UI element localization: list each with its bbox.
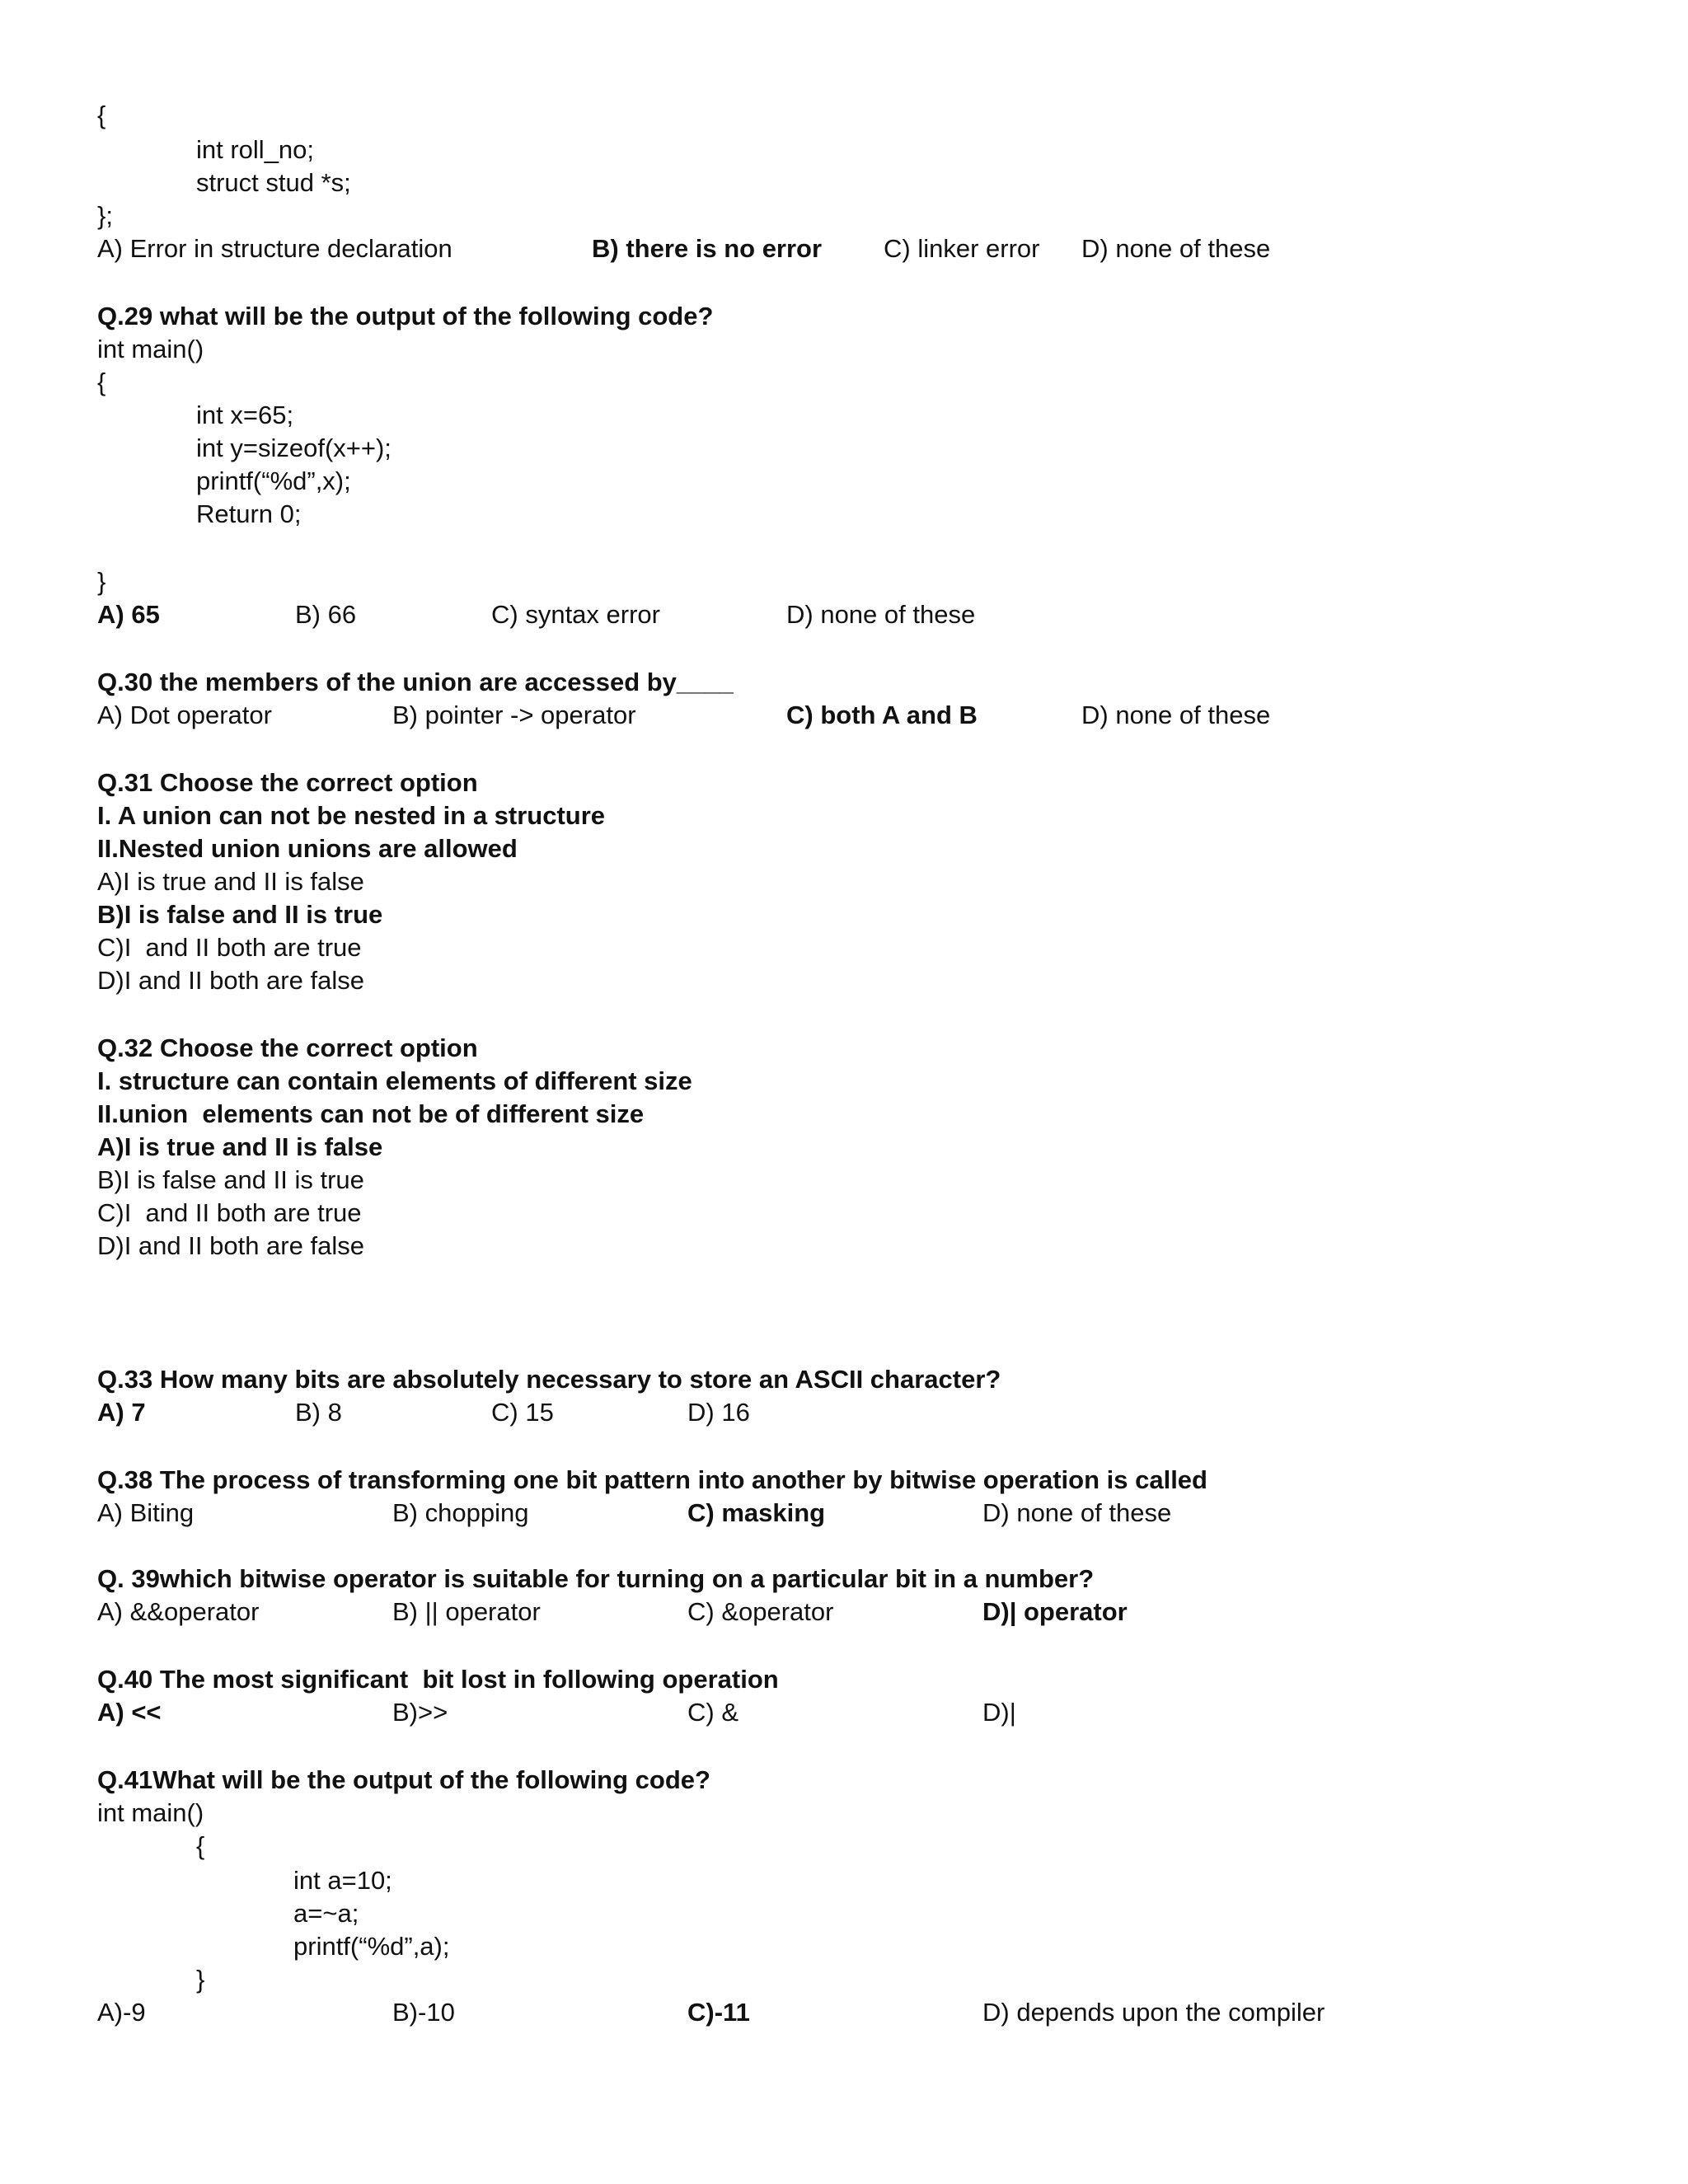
option-d: D) 16	[687, 1398, 750, 1427]
question-32: Q.32 Choose the correct option	[97, 1033, 478, 1062]
code-line: a=~a;	[293, 1899, 359, 1928]
code-line: {	[97, 101, 106, 129]
statement-1: I. structure can contain elements of different size	[97, 1066, 692, 1095]
option-b: B) pointer -> operator	[392, 701, 636, 729]
question-41: Q.41What will be the output of the following code?	[97, 1765, 710, 1794]
option-b: B)-10	[392, 1998, 455, 2027]
option-b-correct: B)I is false and II is true	[97, 900, 383, 929]
option-c-correct: C) both A and B	[786, 701, 978, 729]
code-line: int main()	[97, 335, 204, 363]
code-line: int x=65;	[196, 401, 294, 429]
statement-1: I. A union can not be nested in a structure	[97, 801, 606, 830]
option-b: B)I is false and II is true	[97, 1165, 364, 1194]
question-31: Q.31 Choose the correct option	[97, 768, 478, 797]
option-a: A) Biting	[97, 1498, 195, 1527]
option-d: D)|	[982, 1698, 1016, 1727]
statement-2: II.union elements can not be of different size	[97, 1099, 645, 1128]
option-c: C) linker error	[884, 234, 1040, 263]
code-line: int main()	[97, 1798, 204, 1827]
option-c-correct: C)-11	[687, 1998, 750, 2027]
option-c: C) &operator	[687, 1597, 834, 1626]
code-line: };	[97, 201, 113, 230]
option-c: C) 15	[491, 1398, 554, 1427]
option-b: B)>>	[392, 1698, 448, 1727]
question-40: Q.40 The most significant bit lost in following operation	[97, 1665, 779, 1694]
option-d: D) none of these	[1081, 701, 1271, 729]
code-line: int roll_no;	[196, 135, 315, 164]
code-line: int a=10;	[293, 1866, 392, 1895]
option-a: A) Dot operator	[97, 701, 272, 729]
option-c: C) &	[687, 1698, 738, 1727]
question-33: Q.33 How many bits are absolutely necessary to store an ASCII character?	[97, 1365, 1001, 1394]
option-a-correct: A)I is true and II is false	[97, 1132, 383, 1161]
option-d: D)I and II both are false	[97, 1231, 364, 1260]
code-line: {	[196, 1831, 205, 1860]
code-line: }	[97, 567, 106, 596]
option-b: B) || operator	[392, 1597, 541, 1626]
question-30: Q.30 the members of the union are accessed by____	[97, 668, 734, 696]
option-d: D)I and II both are false	[97, 966, 364, 995]
option-a: A) Error in structure declaration	[97, 234, 452, 263]
option-a: A)I is true and II is false	[97, 867, 364, 896]
option-a-correct: A) 7	[97, 1398, 146, 1427]
option-c: C)I and II both are true	[97, 1198, 362, 1227]
option-a-correct: A) 65	[97, 600, 160, 629]
question-39: Q. 39which bitwise operator is suitable for turning on a particular bit in a number?	[97, 1564, 1095, 1593]
option-d: D) none of these	[982, 1498, 1172, 1527]
option-a-correct: A) <<	[97, 1698, 162, 1727]
statement-2: II.Nested union unions are allowed	[97, 834, 518, 863]
option-c-correct: C) masking	[687, 1498, 826, 1527]
option-b: B) 66	[295, 600, 357, 629]
code-line: struct stud *s;	[196, 168, 351, 197]
option-c: C)I and II both are true	[97, 933, 362, 962]
code-line: printf(“%d”,x);	[196, 466, 351, 495]
option-d: D) none of these	[786, 600, 976, 629]
code-line: printf(“%d”,a);	[293, 1932, 450, 1961]
option-d: D) none of these	[1081, 234, 1271, 263]
question-29: Q.29 what will be the output of the following code?	[97, 302, 714, 330]
option-a: A) &&operator	[97, 1597, 260, 1626]
code-line: {	[97, 368, 106, 396]
option-a: A)-9	[97, 1998, 146, 2027]
option-b: B) 8	[295, 1398, 342, 1427]
option-d: D) depends upon the compiler	[982, 1998, 1325, 2027]
code-line: }	[196, 1965, 205, 1994]
option-d-correct: D)| operator	[982, 1597, 1128, 1626]
question-38: Q.38 The process of transforming one bit pattern into another by bitwise operation is called	[97, 1465, 1207, 1494]
option-c: C) syntax error	[491, 600, 660, 629]
option-b-correct: B) there is no error	[592, 234, 823, 263]
code-line: int y=sizeof(x++);	[196, 434, 392, 462]
code-line: Return 0;	[196, 499, 302, 528]
option-b: B) chopping	[392, 1498, 529, 1527]
